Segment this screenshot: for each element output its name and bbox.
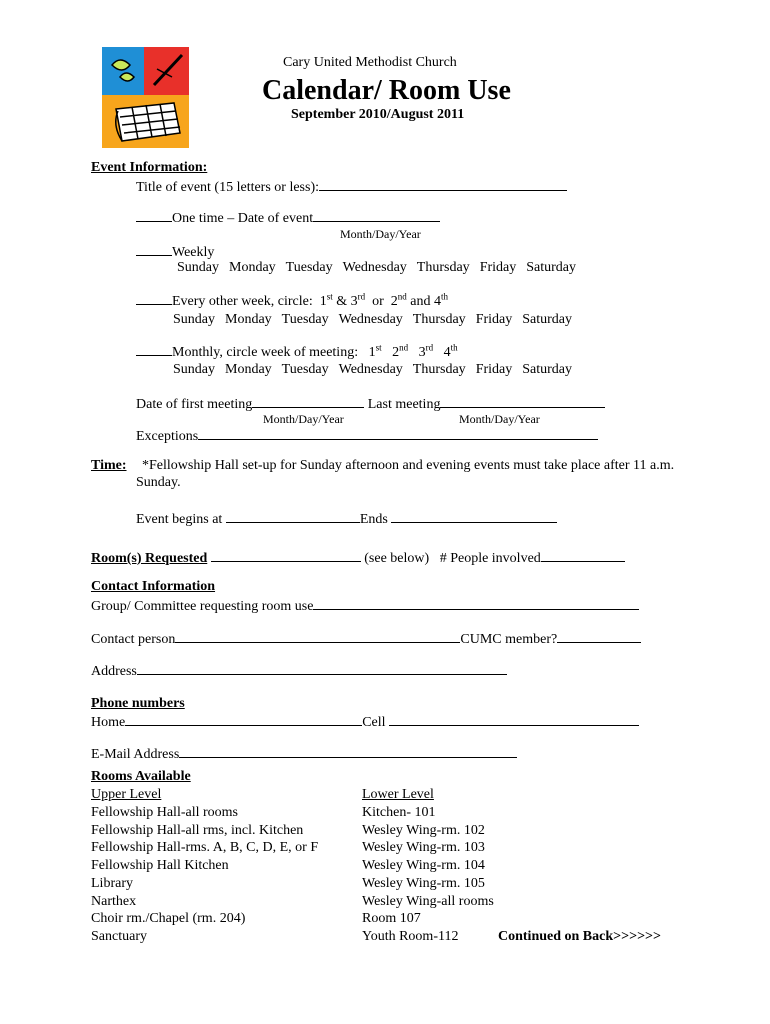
last-meeting-format: Month/Day/Year (459, 412, 540, 426)
continued-on-back: Continued on Back>>>>>> (498, 929, 662, 944)
day-option[interactable]: Thursday (412, 312, 466, 327)
member-field[interactable] (557, 630, 641, 643)
rooms-requested-label: Room(s) Requested (91, 551, 208, 566)
ends-label: Ends (359, 512, 388, 527)
org-name: Cary United Methodist Church (283, 55, 457, 70)
day-option[interactable]: Sunday (177, 260, 219, 275)
lower-room: Kitchen- 101 (362, 805, 436, 820)
event-info-heading: Event Information: (91, 160, 208, 175)
calendar-logo (102, 47, 189, 148)
week-option[interactable]: 1st & 3rd (319, 291, 366, 309)
lower-room: Wesley Wing-rm. 102 (362, 823, 485, 838)
week-option[interactable]: 1st (368, 342, 382, 360)
time-note-1: *Fellowship Hall set-up for Sunday afternoon and evening events must take place after 11 a.m. (142, 458, 675, 473)
week-option[interactable]: 3rd (418, 342, 434, 360)
time-label: Time: (91, 458, 127, 473)
page-title: Calendar/ Room Use (262, 75, 511, 106)
day-option[interactable]: Thursday (412, 362, 466, 377)
event-time-row (136, 510, 557, 528)
email-label: E-Mail Address (91, 747, 180, 762)
time-note-2: Sunday. (136, 475, 181, 490)
every-other-days (173, 312, 582, 328)
event-title-field[interactable] (319, 178, 567, 191)
group-field[interactable] (313, 597, 639, 610)
day-option[interactable]: Monday (225, 362, 272, 377)
day-option[interactable]: Saturday (522, 312, 573, 327)
address-label: Address (91, 664, 137, 679)
home-label: Home (91, 715, 126, 730)
week-option[interactable]: 2nd and 4th (390, 291, 449, 309)
every-other-label: Every other week, circle: (172, 294, 313, 309)
begins-field[interactable] (226, 510, 360, 523)
upper-room: Fellowship Hall-rms. A, B, C, D, E, or F (91, 840, 319, 855)
upper-room: Library (91, 876, 133, 891)
lower-room: Wesley Wing-all rooms (362, 894, 494, 909)
rooms-available-heading: Rooms Available (91, 769, 191, 784)
day-option[interactable]: Friday (475, 312, 513, 327)
day-option[interactable]: Saturday (526, 260, 577, 275)
page-period: September 2010/August 2011 (291, 107, 465, 122)
people-field[interactable] (541, 549, 625, 562)
first-meeting-field[interactable] (252, 395, 364, 408)
day-option[interactable]: Friday (479, 260, 517, 275)
day-option[interactable]: Sunday (173, 312, 215, 327)
lower-level-heading: Lower Level (362, 787, 434, 802)
weekly-days (177, 260, 586, 276)
contact-heading: Contact Information (91, 579, 216, 594)
member-label: CUMC member? (460, 632, 558, 647)
ends-field[interactable] (391, 510, 557, 523)
group-row (91, 597, 639, 615)
contact-person-label: Contact person (91, 632, 176, 647)
monthly-label: Monthly, circle week of meeting: (172, 345, 359, 360)
one-time-row (136, 209, 440, 227)
exceptions-row (136, 427, 598, 445)
phone-heading: Phone numbers (91, 696, 185, 711)
day-option[interactable]: Tuesday (281, 362, 329, 377)
every-other-check[interactable] (136, 292, 172, 305)
lower-room: Wesley Wing-rm. 105 (362, 876, 485, 891)
upper-level-heading: Upper Level (91, 787, 162, 802)
one-time-date-field[interactable] (313, 209, 440, 222)
upper-room: Sanctuary (91, 929, 147, 944)
first-meeting-format: Month/Day/Year (263, 412, 344, 426)
one-time-label: One time – Date of event (172, 211, 314, 226)
monthly-check[interactable] (136, 343, 172, 356)
begins-label: Event begins at (136, 512, 223, 527)
last-meeting-label: Last meeting (367, 397, 441, 412)
event-title-row (136, 178, 567, 196)
phone-row (91, 713, 639, 731)
day-option[interactable]: Tuesday (281, 312, 329, 327)
address-row (91, 662, 507, 680)
weekly-row (136, 243, 214, 261)
exceptions-field[interactable] (198, 427, 598, 440)
upper-room: Fellowship Hall Kitchen (91, 858, 229, 873)
week-option[interactable]: 2nd (392, 342, 409, 360)
exceptions-label: Exceptions (136, 429, 199, 444)
every-other-row (136, 292, 448, 310)
day-option[interactable]: Wednesday (338, 312, 403, 327)
day-option[interactable]: Friday (475, 362, 513, 377)
rooms-requested-row (91, 549, 625, 567)
weekly-label: Weekly (172, 245, 215, 260)
first-meeting-label: Date of first meeting (136, 397, 253, 412)
see-below-text: (see below) (364, 551, 430, 566)
group-label: Group/ Committee requesting room use (91, 599, 314, 614)
email-field[interactable] (179, 745, 517, 758)
day-option[interactable]: Monday (225, 312, 272, 327)
monthly-days (173, 362, 582, 378)
contact-person-field[interactable] (175, 630, 460, 643)
one-time-check[interactable] (136, 209, 172, 222)
day-option[interactable]: Tuesday (285, 260, 333, 275)
address-field[interactable] (137, 662, 507, 675)
one-time-date-format: Month/Day/Year (340, 227, 421, 241)
cell-phone-field[interactable] (389, 713, 639, 726)
monthly-row (136, 343, 458, 361)
lower-room: Wesley Wing-rm. 103 (362, 840, 485, 855)
weekly-check[interactable] (136, 243, 172, 256)
cell-label: Cell (362, 715, 386, 730)
email-row (91, 745, 517, 763)
lower-room: Wesley Wing-rm. 104 (362, 858, 485, 873)
event-title-label: Title of event (15 letters or less): (136, 180, 320, 195)
week-option[interactable]: 4th (443, 342, 458, 360)
upper-room: Narthex (91, 894, 137, 909)
lower-room: Room 107 (362, 911, 421, 926)
day-option[interactable]: Monday (229, 260, 276, 275)
upper-room: Choir rm./Chapel (rm. 204) (91, 911, 246, 926)
or-text: or (372, 294, 384, 309)
day-option[interactable]: Saturday (522, 362, 573, 377)
last-meeting-field[interactable] (440, 395, 605, 408)
upper-room: Fellowship Hall-all rms, incl. Kitchen (91, 823, 304, 838)
first-meeting-row (136, 395, 605, 413)
day-option[interactable]: Thursday (416, 260, 470, 275)
people-label: # People involved (439, 551, 541, 566)
lower-room: Youth Room-112 (362, 929, 459, 944)
day-option[interactable]: Sunday (173, 362, 215, 377)
contact-person-row (91, 630, 641, 648)
day-option[interactable]: Wednesday (338, 362, 403, 377)
day-option[interactable]: Wednesday (342, 260, 407, 275)
home-phone-field[interactable] (125, 713, 362, 726)
upper-room: Fellowship Hall-all rooms (91, 805, 238, 820)
rooms-requested-field[interactable] (211, 549, 361, 562)
